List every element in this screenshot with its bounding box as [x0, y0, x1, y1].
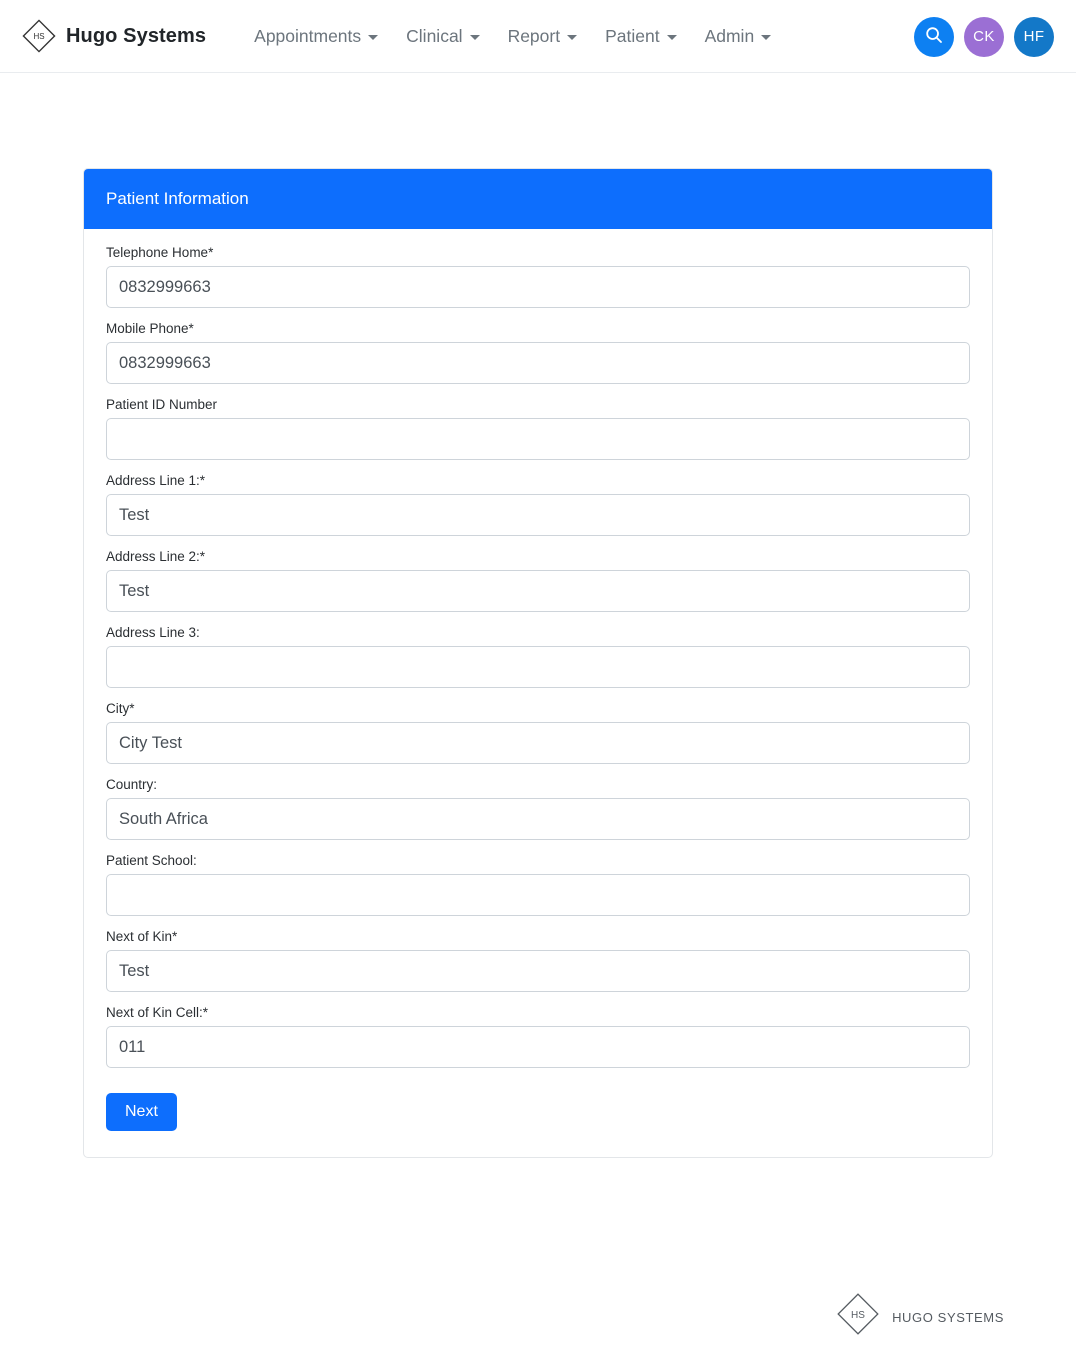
label-patient-school: Patient School:	[106, 853, 197, 868]
field-mobile-phone	[106, 321, 970, 384]
search-button[interactable]	[914, 17, 954, 57]
nav-item-admin[interactable]	[691, 18, 786, 55]
field-address-line-1	[106, 473, 970, 536]
field-telephone-home	[106, 245, 970, 308]
field-country	[106, 777, 970, 840]
hugo-systems-diamond-icon	[22, 19, 56, 53]
hugo-systems-diamond-icon	[835, 1293, 883, 1342]
input-address-line-1[interactable]	[106, 494, 970, 536]
label-city: City*	[106, 701, 135, 716]
svg-text:HS: HS	[851, 1310, 866, 1321]
nav-items	[240, 18, 785, 55]
label-address-line-3: Address Line 3:	[106, 625, 200, 640]
label-next-of-kin: Next of Kin*	[106, 929, 178, 944]
chevron-down-icon	[567, 35, 577, 40]
input-next-of-kin[interactable]	[106, 950, 970, 992]
nav-item-clinical[interactable]	[392, 18, 493, 55]
field-address-line-2	[106, 549, 970, 612]
label-country: Country:	[106, 777, 158, 792]
chevron-down-icon	[368, 35, 378, 40]
next-button[interactable]: Next	[106, 1093, 177, 1131]
input-patient-id-number[interactable]	[106, 418, 970, 460]
field-patient-school	[106, 853, 970, 916]
input-address-line-2[interactable]	[106, 570, 970, 612]
card-header	[84, 169, 992, 229]
input-telephone-home[interactable]	[106, 266, 970, 308]
avatar-ck-initials: CK	[973, 28, 995, 45]
nav-label-admin: Admin	[704, 25, 755, 46]
nav-label-report: Report	[507, 25, 561, 46]
input-mobile-phone[interactable]	[106, 342, 970, 384]
nav-item-report[interactable]	[494, 18, 592, 55]
brand-logo-link[interactable]	[22, 19, 206, 53]
nav-label-patient: Patient	[605, 25, 660, 46]
input-address-line-3[interactable]	[106, 646, 970, 688]
svg-text:HS: HS	[33, 32, 45, 41]
field-city	[106, 701, 970, 764]
footer-logo	[835, 1293, 1004, 1342]
label-address-line-1: Address Line 1:*	[106, 473, 206, 488]
search-icon	[925, 26, 943, 48]
page-title: Patient Information	[106, 189, 249, 208]
avatar-hf[interactable]	[1014, 17, 1054, 57]
label-mobile-phone: Mobile Phone*	[106, 321, 194, 336]
field-next-of-kin	[106, 929, 970, 992]
field-next-of-kin-cell	[106, 1005, 970, 1068]
input-next-of-kin-cell[interactable]	[106, 1026, 970, 1068]
input-country[interactable]	[106, 798, 970, 840]
card-body	[84, 229, 992, 1157]
chevron-down-icon	[761, 35, 771, 40]
avatar-ck[interactable]	[964, 17, 1004, 57]
input-city[interactable]	[106, 722, 970, 764]
navbar-actions	[914, 0, 1054, 73]
chevron-down-icon	[667, 35, 677, 40]
label-address-line-2: Address Line 2:*	[106, 549, 206, 564]
nav-item-patient[interactable]	[591, 18, 690, 55]
nav-label-clinical: Clinical	[406, 25, 463, 46]
brand-title: Hugo Systems	[66, 24, 207, 47]
top-navbar	[0, 0, 1076, 73]
patient-information-card	[83, 168, 993, 1158]
label-patient-id-number: Patient ID Number	[106, 397, 218, 412]
field-patient-id-number	[106, 397, 970, 460]
nav-label-appointments: Appointments	[254, 25, 362, 46]
nav-item-appointments[interactable]	[240, 18, 392, 55]
footer-text: HUGO SYSTEMS	[892, 1310, 1004, 1325]
label-next-of-kin-cell: Next of Kin Cell:*	[106, 1005, 209, 1020]
label-telephone-home: Telephone Home*	[106, 245, 214, 260]
avatar-hf-initials: HF	[1023, 28, 1045, 45]
input-patient-school[interactable]	[106, 874, 970, 916]
field-address-line-3	[106, 625, 970, 688]
chevron-down-icon	[470, 35, 480, 40]
page-content	[0, 73, 1076, 1158]
